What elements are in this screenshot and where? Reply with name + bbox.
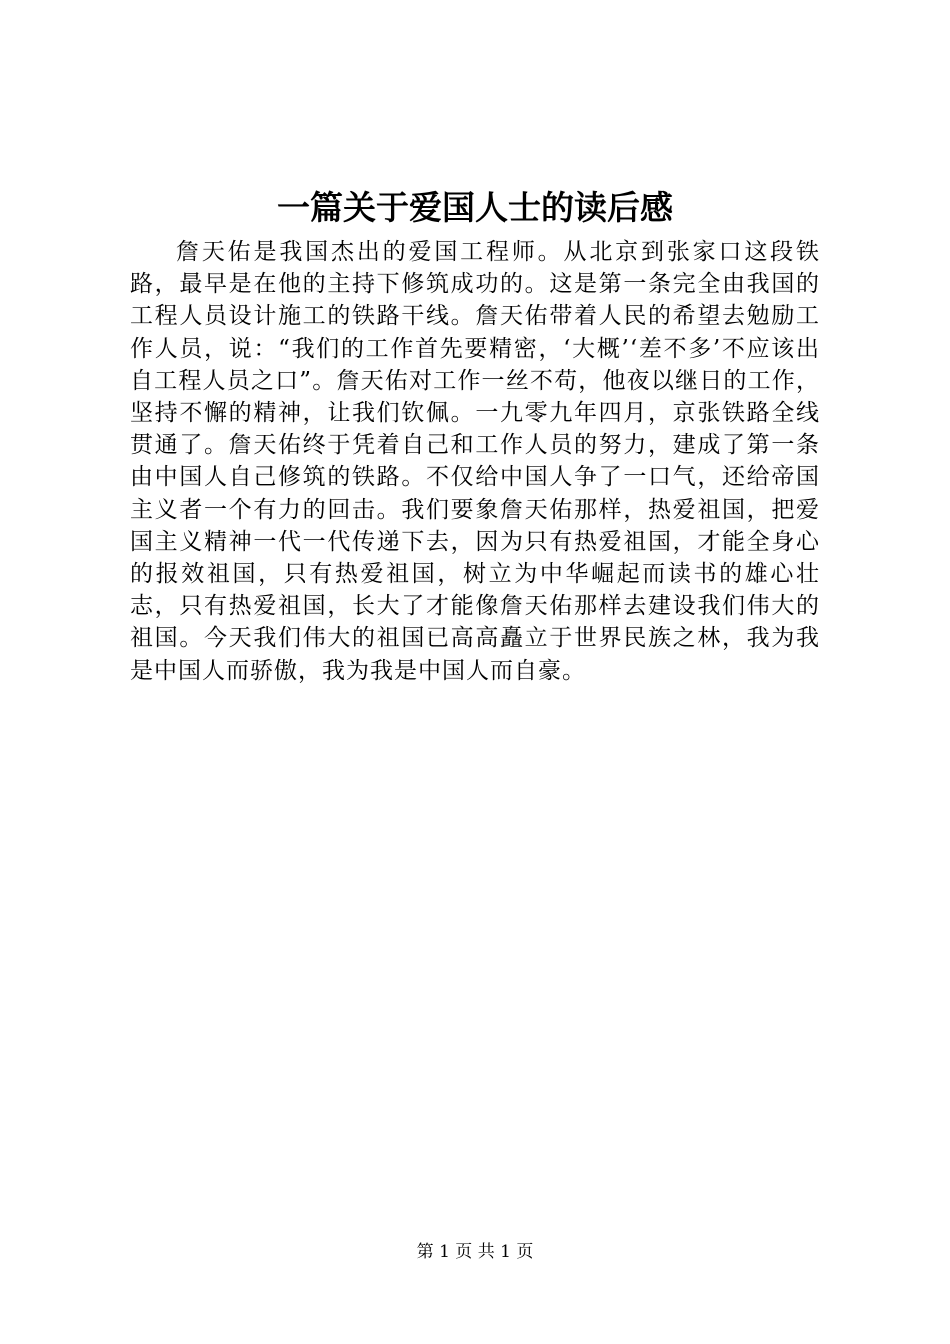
document-title: 一篇关于爱国人士的读后感 <box>277 188 673 227</box>
body-paragraph: 詹天佑是我国杰出的爱国工程师。从北京到张家口这段铁路，最早是在他的主持下修筑成功的。这是第一条完全由我国的工程人员设计施工的铁路干线。詹天佑带着人民的希望去勉励工作人员，说：“我们的工作首先要精密，‘大概’‘差不多’不应该出自工程人员之口”。詹天佑对工作一丝不苟，他夜以继日的工作，坚持不懈的精神，让我们钦佩。一九零九年四月，京张铁路全线贯通了。詹天佑终于凭着自己和工作人员的努力，建成了第一条由中国人自己修筑的铁路。不仅给中国人争了一口气，还给帝国主义者一个有力的回击。我们要象詹天佑那样，热爱祖国，把爱国主义精神一代一代传递下去，因为只有热爱祖国，才能全身心的报效祖国，只有热爱祖国，树立为中华崛起而读书的雄心壮志，只有热爱祖国，长大了才能像詹天佑那样去建设我们伟大的祖国。今天我们伟大的祖国已高高矗立于世界民族之林，我为我是中国人而骄傲，我为我是中国人而自豪。 <box>130 239 820 684</box>
page-number-footer: 第 1 页 共 1 页 <box>416 1242 534 1262</box>
